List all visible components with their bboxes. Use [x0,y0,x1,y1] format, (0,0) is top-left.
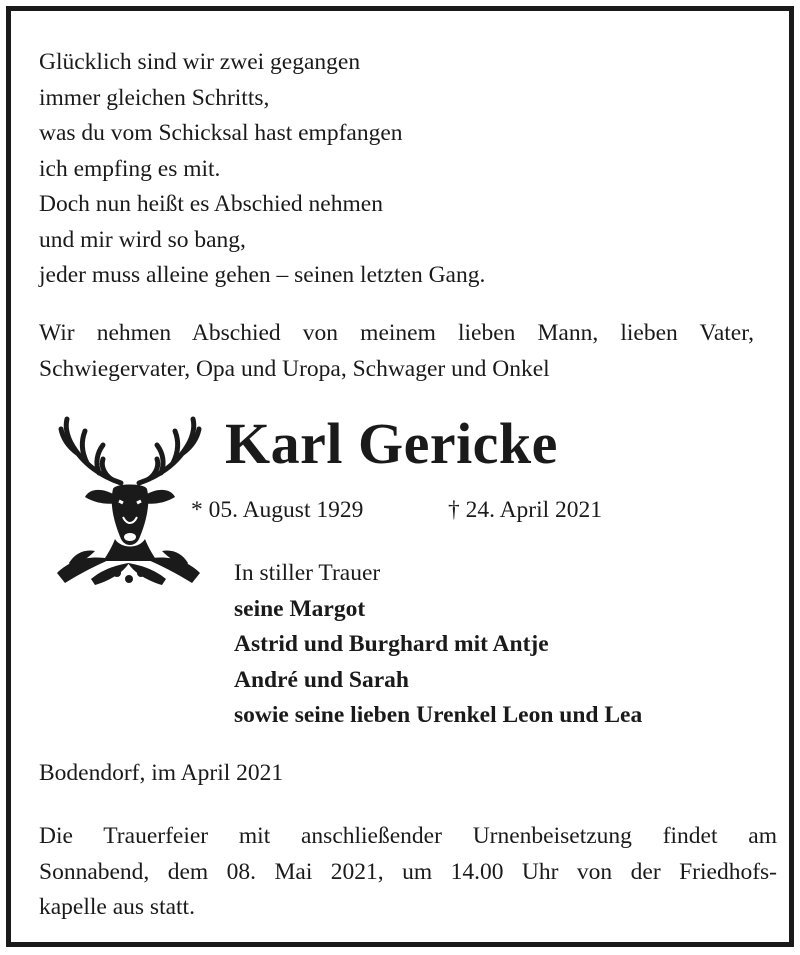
ceremony-line: Die Trauerfeier mit anschließender Urnenbeisetzung findet am [39,823,777,849]
mourners-heading: In stiller Trauer [234,560,381,586]
farewell-intro [39,316,754,387]
poem-line: und mir wird so bang, [39,226,246,253]
poem-line: ich empfing es mit. [39,155,221,182]
deceased-name: Karl Gericke [225,411,558,476]
ceremony-line: kapelle aus statt. [39,894,195,920]
place-date: Bodendorf, im April 2021 [39,760,284,786]
ceremony-line: Sonnabend, dem 08. Mai 2021, um 14.00 Uhr von der Friedhofs- [39,858,777,885]
poem [39,45,485,294]
poem-line: immer gleichen Schritts, [39,84,270,111]
death-date: † 24. April 2021 [448,497,603,523]
intro-line: Schwiegervater, Opa und Uropa, Schwager und Onkel [39,355,550,382]
ceremony-notice [39,819,777,926]
obituary-frame [6,6,794,947]
intro-line: Wir nehmen Abschied von meinem lieben Mann, lieben Vater, [39,320,754,346]
poem-line: Glücklich sind wir zwei gegangen [39,49,361,75]
mourner-name: sowie seine lieben Urenkel Leon und Lea [234,702,643,728]
poem-line: Doch nun heißt es Abschied nehmen [39,191,383,217]
mourners-block [234,556,642,734]
deer-with-oak-leaves-icon [51,413,206,588]
poem-line: jeder muss alleine gehen – seinen letzten Gang. [39,262,486,288]
mourner-name: André und Sarah [234,666,409,693]
poem-line: was du vom Schicksal hast empfangen [39,120,403,146]
birth-date: * 05. August 1929 [191,497,364,523]
mourner-name: Astrid und Burghard mit Antje [234,631,549,657]
mourner-name: seine Margot [234,595,366,622]
